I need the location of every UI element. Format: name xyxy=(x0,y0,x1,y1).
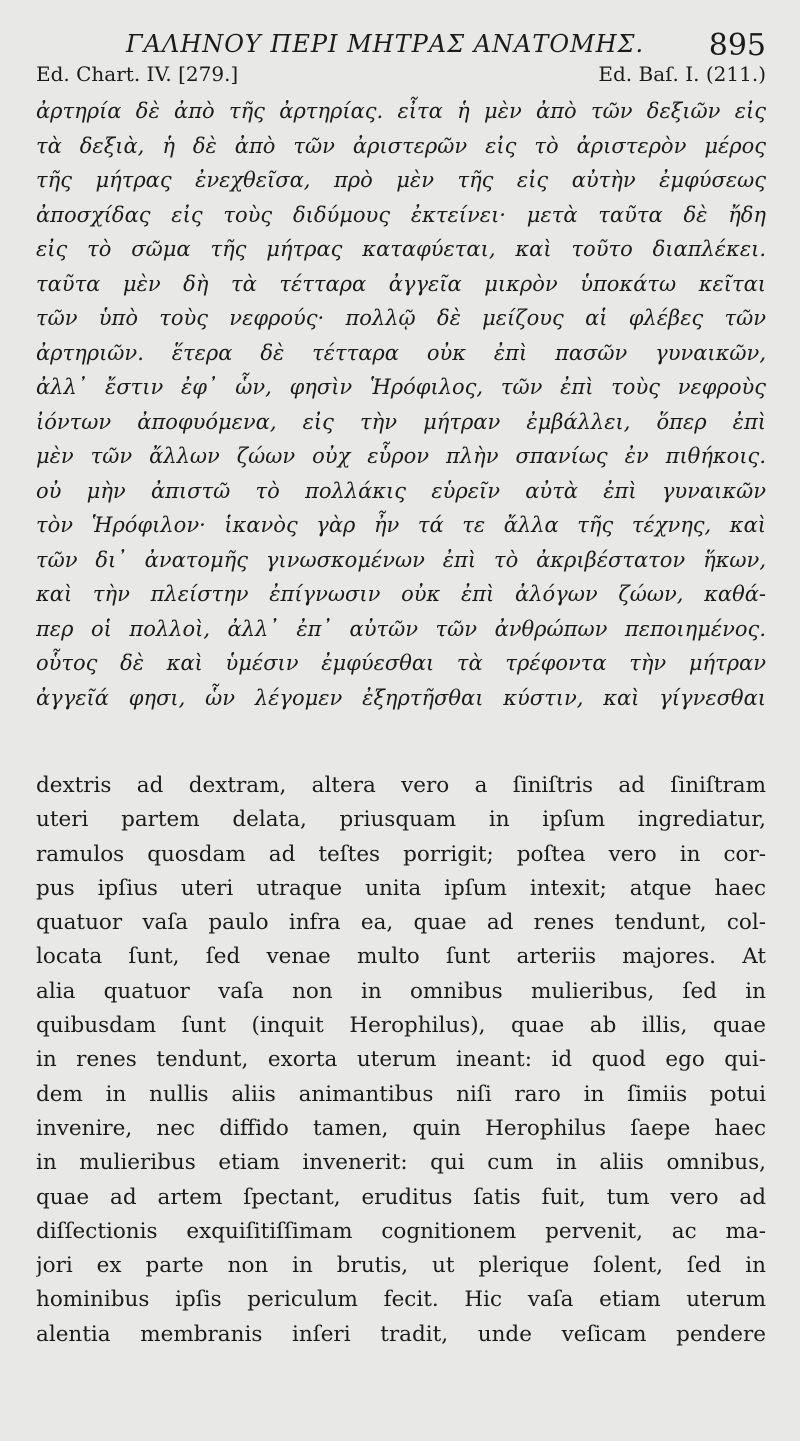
greek-line: ἰόντων ἀποφυόμενα, εἰς τὴν μήτραν ἐμβάλλει, ὅπερ ἐπὶ xyxy=(36,409,766,434)
latin-line: quatuor vaſa paulo infra ea, quae ad renes tendunt, col- xyxy=(36,910,766,936)
running-head xyxy=(36,20,766,63)
greek-line: ἀρτηρία δὲ ἀπὸ τῆς ἀρτηρίας. εἶτα ἡ μὲν ἀπὸ τῶν δεξιῶν εἰς xyxy=(36,99,766,123)
greek-line: περ οἱ πολλοὶ, ἀλλ᾽ ἐπ᾽ αὐτῶν τῶν ἀνθρώπων πεποιημένος. xyxy=(36,616,766,641)
greek-line: τῶν δι᾽ ἀνατομῆς γινωσκομένων ἐπὶ τὸ ἀκριβέστατον ἥκων, xyxy=(36,547,766,572)
latin-line: in renes tendunt, exorta uterum ineant: id quod ego qui- xyxy=(36,1047,766,1073)
edition-basel: Ed. Baſ. I. (211.) xyxy=(598,62,766,86)
greek-line: τῶν ὑπὸ τοὺς νεφρούς· πολλῷ δὲ μείζους αἱ φλέβες τῶν xyxy=(36,306,766,330)
latin-line: uteri partem delata, priusquam in ipſum ingrediatur, xyxy=(36,807,766,833)
latin-line: invenire, nec diffido tamen, quin Herophilus ſaepe haec xyxy=(36,1115,766,1141)
greek-line: ἀλλ᾽ ἔστιν ἐφ᾽ ὧν, φησὶν Ἡρόφιλος, τῶν ἐπὶ τοὺς νεφροὺς xyxy=(36,375,766,399)
greek-line: ἀρτηριῶν. ἕτερα δὲ τέτταρα οὐκ ἐπὶ πασῶν γυναικῶν, xyxy=(36,340,766,365)
greek-line: οὗτος δὲ καὶ ὑμέσιν ἐμφύεσθαι τὰ τρέφοντα τὴν μήτραν xyxy=(36,651,766,675)
latin-text-block xyxy=(36,769,766,1352)
running-title: ΓΑΛΗΝΟΥ ΠΕΡΙ ΜΗΤΡΑΣ ΑΝΑΤΟΜΗΣ. xyxy=(126,30,645,58)
latin-line: pus ipſius uteri utraque unita ipſum intexit; atque haec xyxy=(36,875,766,901)
greek-line: τὸν Ἡρόφιλον· ἱκανὸς γὰρ ἦν τά τε ἄλλα τῆς τέχνης, καὶ xyxy=(36,513,766,537)
greek-line: οὐ μὴν ἀπιστῶ τὸ πολλάκις εὑρεῖν αὐτὰ ἐπὶ γυναικῶν xyxy=(36,478,766,503)
greek-line: ἀποσχίδας εἰς τοὺς διδύμους ἐκτείνει· μετὰ ταῦτα δὲ ἤδη xyxy=(36,202,766,227)
greek-line: τῆς μήτρας ἐνεχθεῖσα, πρὸ μὲν τῆς εἰς αὐτὴν ἐμφύσεως xyxy=(36,168,766,192)
latin-line: alentia membranis inſeri tradit, unde veſicam pendere xyxy=(36,1321,766,1347)
greek-line: καὶ τὴν πλείστην ἐπίγνωσιν οὐκ ἐπὶ ἀλόγων ζώων, καθά- xyxy=(36,582,766,606)
greek-line: ταῦτα μὲν δὴ τὰ τέτταρα ἀγγεῖα μικρὸν ὑποκάτω κεῖται xyxy=(36,271,766,296)
edition-chart: Ed. Chart. IV. [279.] xyxy=(36,62,239,86)
greek-line: εἰς τὸ σῶμα τῆς μήτρας καταφύεται, καὶ τοῦτο διαπλέκει. xyxy=(36,237,766,261)
edition-line xyxy=(36,60,766,94)
latin-line: hominibus ipſis periculum fecit. Hic vaſa etiam uterum xyxy=(36,1287,766,1313)
latin-line: alia quatuor vaſa non in omnibus mulieribus, ſed in xyxy=(36,978,766,1004)
page-number: 895 xyxy=(708,28,766,63)
greek-line: ἀγγεῖά φησι, ὧν λέγομεν ἐξηρτῆσθαι κύστιν, καὶ γίγνεσθαι xyxy=(36,685,766,710)
greek-line: μὲν τῶν ἄλλων ζώων οὐχ εὗρον πλὴν σπανίως ἐν πιθήκοις. xyxy=(36,444,766,468)
latin-line: diſſectionis exquiſitiſſimam cognitionem pervenit, ac ma- xyxy=(36,1218,766,1244)
latin-line: quibusdam ſunt (inquit Herophilus), quae ab illis, quae xyxy=(36,1013,766,1039)
latin-line: quae ad artem ſpectant, eruditus ſatis fuit, tum vero ad xyxy=(36,1184,766,1210)
latin-line: in mulieribus etiam invenerit: qui cum in aliis omnibus, xyxy=(36,1150,766,1176)
greek-line: τὰ δεξιὰ, ἡ δὲ ἀπὸ τῶν ἀριστερῶν εἰς τὸ ἀριστερὸν μέρος xyxy=(36,133,766,158)
latin-line: ramulos quosdam ad teſtes porrigit; poſtea vero in cor- xyxy=(36,841,766,867)
latin-line: dem in nullis aliis animantibus niſi raro in ſimiis potui xyxy=(36,1081,766,1107)
greek-text-block xyxy=(36,94,766,715)
latin-line: dextris ad dextram, altera vero a ſiniſtris ad ſiniſtram xyxy=(36,773,766,798)
latin-line: locata ſunt, ſed venae multo ſunt arteriis majores. At xyxy=(36,944,766,970)
latin-line: jori ex parte non in brutis, ut plerique ſolent, ſed in xyxy=(36,1253,766,1279)
